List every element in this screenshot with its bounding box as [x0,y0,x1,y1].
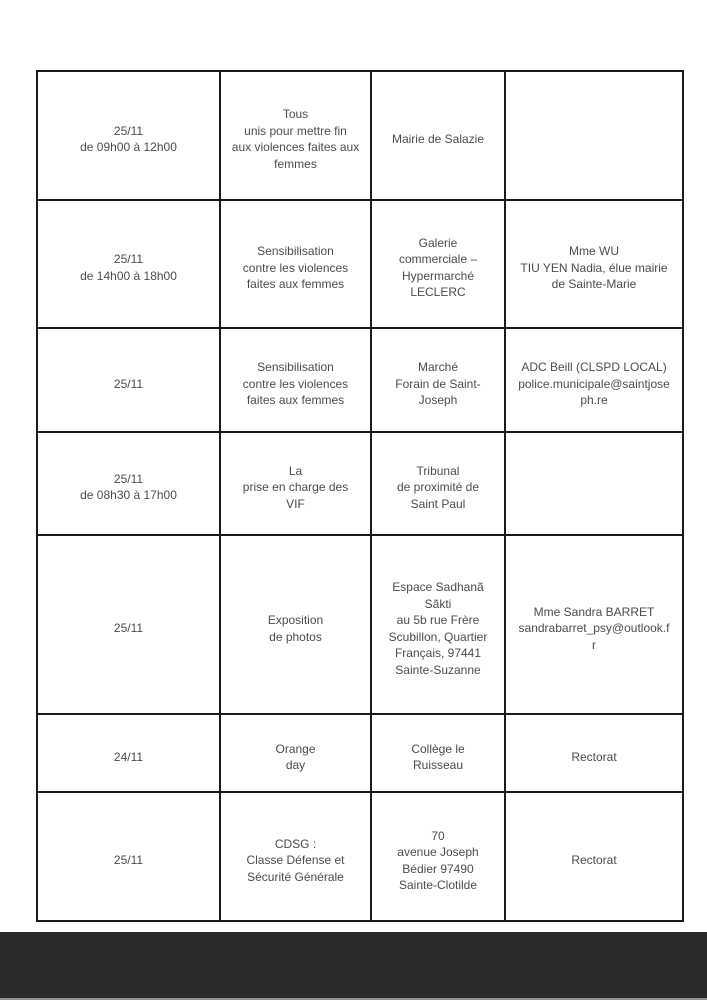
table-row [37,714,683,792]
bottom-bar [0,932,707,1000]
cell-contact: Rectorat [505,792,683,921]
table-row [37,200,683,329]
cell-location: Mairie de Salazie [371,71,505,200]
table-row [37,328,683,431]
cell-contact: Rectorat [505,714,683,792]
cell-location: 70 avenue Joseph Bédier 97490 Sainte-Clotilde [371,792,505,921]
cell-contact: Mme WU TIU YEN Nadia, élue mairie de Sainte-Marie [505,200,683,329]
cell-date: 25/11 de 08h30 à 17h00 [37,432,220,535]
cell-date: 25/11 [37,328,220,431]
cell-contact [505,71,683,200]
table-row [37,535,683,714]
cell-date: 25/11 [37,535,220,714]
cell-event: Orange day [220,714,371,792]
cell-location: Collège le Ruisseau [371,714,505,792]
cell-event: Sensibilisation contre les violences faites aux femmes [220,200,371,329]
cell-event: Exposition de photos [220,535,371,714]
events-table [36,70,684,922]
cell-location: Galerie commerciale – Hypermarché LECLERC [371,200,505,329]
cell-contact: Mme Sandra BARRET sandrabarret_psy@outlook.f r [505,535,683,714]
cell-event: CDSG : Classe Défense et Sécurité Générale [220,792,371,921]
cell-location: Espace Sadhanã Sãkti au 5b rue Frère Scubillon, Quartier Français, 97441 Sainte-Suzanne [371,535,505,714]
cell-date: 25/11 [37,792,220,921]
table-row [37,432,683,535]
cell-contact: ADC Beill (CLSPD LOCAL) police.municipale@saintjose ph.re [505,328,683,431]
cell-event: La prise en charge des VIF [220,432,371,535]
cell-event: Tous unis pour mettre fin aux violences faites aux femmes [220,71,371,200]
cell-date: 24/11 [37,714,220,792]
table-row [37,792,683,921]
cell-contact [505,432,683,535]
table-row [37,71,683,200]
cell-date: 25/11 de 14h00 à 18h00 [37,200,220,329]
events-table-body [37,71,683,921]
cell-date: 25/11 de 09h00 à 12h00 [37,71,220,200]
cell-location: Marché Forain de Saint- Joseph [371,328,505,431]
cell-event: Sensibilisation contre les violences faites aux femmes [220,328,371,431]
cell-location: Tribunal de proximité de Saint Paul [371,432,505,535]
